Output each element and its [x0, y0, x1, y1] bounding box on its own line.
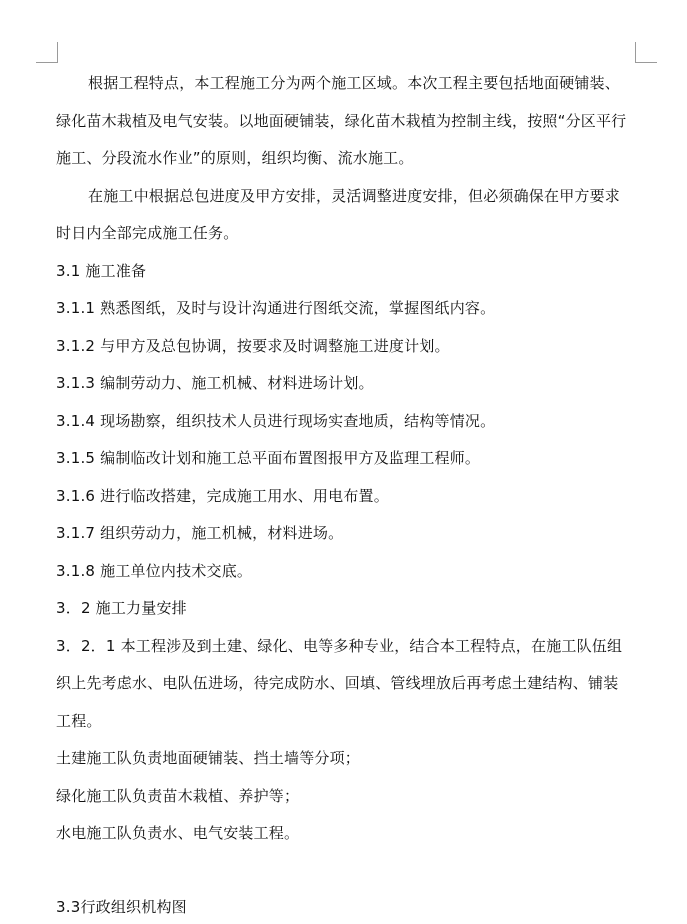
crop-mark-top-right-vertical: [635, 42, 636, 63]
list-item: 3.1.8 施工单位内技术交底。: [56, 562, 253, 580]
paragraph-line: 织上先考虑水、电队伍进场，待完成防水、回填、管线埋放后再考虑土建结构、铺装: [56, 674, 619, 692]
paragraph-line: 时日内全部完成施工任务。: [56, 224, 239, 242]
list-item: 3.1.4 现场勘察，组织技术人员进行现场实查地质，结构等情况。: [56, 412, 496, 430]
paragraph-line: 绿化苗木栽植及电气安装。以地面硬铺装，绿化苗木栽植为控制主线，按照“分区平行: [56, 112, 627, 130]
section-heading: 3.3行政组织机构图: [56, 898, 187, 916]
paragraph-line: 施工、分段流水作业”的原则，组织均衡、流水施工。: [56, 149, 414, 167]
crop-mark-top-right-horizontal: [635, 62, 657, 63]
list-item: 3.1.7 组织劳动力，施工机械，材料进场。: [56, 524, 344, 542]
paragraph-line: 工程。: [56, 712, 102, 730]
paragraph-line: 绿化施工队负责苗木栽植、养护等；: [56, 787, 300, 805]
list-item: 3.1.5 编制临改计划和施工总平面布置图报甲方及监理工程师。: [56, 449, 481, 467]
crop-mark-top-left-horizontal: [36, 62, 58, 63]
paragraph-line: 水电施工队负责水、电气安装工程。: [56, 824, 300, 842]
section-heading: 3.1 施工准备: [56, 262, 147, 280]
paragraph-line: 土建施工队负责地面硬铺装、挡土墙等分项；: [56, 749, 361, 767]
list-item: 3.1.6 进行临改搭建，完成施工用水、用电布置。: [56, 487, 389, 505]
list-item: 3.1.1 熟悉图纸，及时与设计沟通进行图纸交流，掌握图纸内容。: [56, 299, 496, 317]
paragraph-line: 3．2．1 本工程涉及到土建、绿化、电等多种专业，结合本工程特点，在施工队伍组: [56, 637, 623, 655]
list-item: 3.1.2 与甲方及总包协调，按要求及时调整施工进度计划。: [56, 337, 450, 355]
paragraph-line: 在施工中根据总包进度及甲方安排，灵活调整进度安排，但必须确保在甲方要求: [88, 187, 621, 205]
list-item: 3.1.3 编制劳动力、施工机械、材料进场计划。: [56, 374, 374, 392]
paragraph-line: 根据工程特点，本工程施工分为两个施工区域。本次工程主要包括地面硬铺装、: [88, 74, 621, 92]
section-heading: 3．2 施工力量安排: [56, 599, 187, 617]
crop-mark-top-left-vertical: [57, 42, 58, 63]
